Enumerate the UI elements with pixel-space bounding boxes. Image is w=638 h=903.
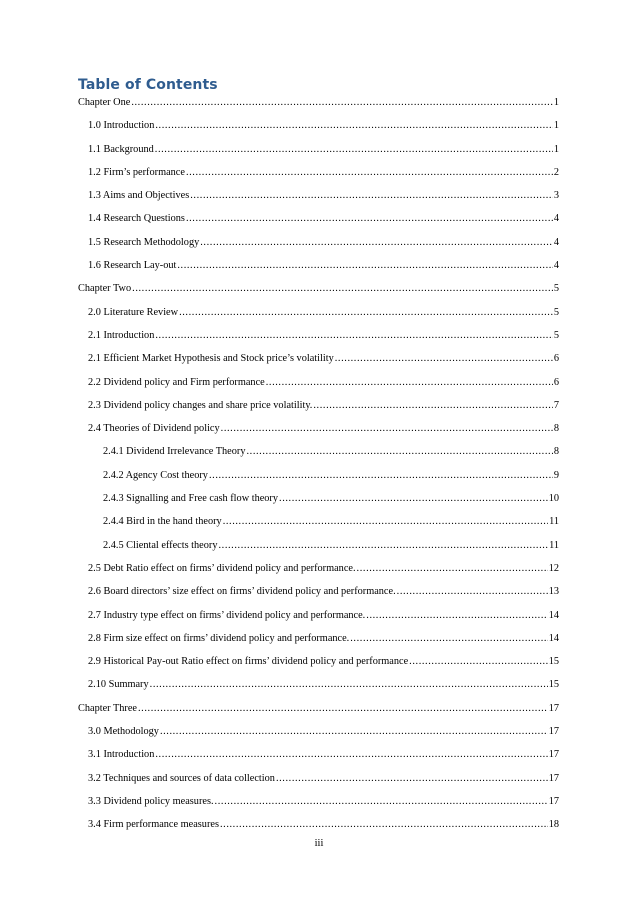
toc-entry-title: 2.5 Debt Ratio effect on firms’ dividend policy and performance. xyxy=(88,562,356,574)
toc-entry-title: 3.2 Techniques and sources of data collection xyxy=(88,772,275,784)
toc-entry[interactable] xyxy=(78,305,559,328)
toc-entry[interactable] xyxy=(78,794,559,817)
toc-entry-title: 2.4 Theories of Dividend policy xyxy=(88,423,220,435)
toc-entry-page: 12 xyxy=(548,562,559,574)
toc-entry[interactable] xyxy=(78,258,559,281)
toc-dot-leader xyxy=(177,258,552,273)
toc-entry-title: 2.6 Board directors’ size effect on firms’ dividend policy and performance. xyxy=(88,586,396,598)
toc-entry[interactable] xyxy=(78,561,559,584)
toc-dot-leader xyxy=(131,95,553,110)
toc-entry[interactable] xyxy=(78,142,559,165)
toc-entry[interactable] xyxy=(78,351,559,374)
toc-entry-title: 2.4.5 Cliental effects theory xyxy=(103,539,218,551)
toc-entry[interactable] xyxy=(78,771,559,794)
toc-entry-page: 4 xyxy=(553,260,559,272)
toc-entry-page: 17 xyxy=(548,702,559,714)
toc-entry-page: 3 xyxy=(553,190,559,202)
page-number: iii xyxy=(314,838,324,849)
toc-dot-leader xyxy=(218,538,548,553)
toc-entry-title: 2.0 Literature Review xyxy=(88,306,179,318)
toc-entry[interactable] xyxy=(78,608,559,631)
toc-entry-title: 1.4 Research Questions xyxy=(88,213,185,225)
toc-entry[interactable] xyxy=(78,211,559,234)
toc-entry[interactable] xyxy=(78,421,559,444)
toc-dot-leader xyxy=(179,305,553,320)
toc-entry-page: 4 xyxy=(553,236,559,248)
toc-entry[interactable] xyxy=(78,118,559,141)
toc-dot-leader xyxy=(357,561,548,576)
toc-entry-title: 2.1 Efficient Market Hypothesis and Stock price’s volatility xyxy=(88,353,334,365)
toc-entry[interactable] xyxy=(78,328,559,351)
toc-entry-title: 1.6 Research Lay-out xyxy=(88,260,177,272)
toc-entry-title: 2.8 Firm size effect on firms’ dividend policy and performance. xyxy=(88,632,350,644)
toc-dot-leader xyxy=(335,351,553,366)
toc-dot-leader xyxy=(409,654,548,669)
toc-entry-page: 13 xyxy=(548,586,559,598)
toc-entry[interactable] xyxy=(78,538,559,561)
toc-entry-title: 3.4 Firm performance measures xyxy=(88,819,219,831)
toc-entry-title: 2.1 Introduction xyxy=(88,329,155,341)
toc-entry-page: 1 xyxy=(553,120,559,132)
toc-entry-title: 1.0 Introduction xyxy=(88,120,155,132)
toc-entry[interactable] xyxy=(78,817,559,840)
toc-entry[interactable] xyxy=(78,654,559,677)
toc-entry[interactable] xyxy=(78,235,559,258)
toc-entry[interactable] xyxy=(78,724,559,747)
toc-entry[interactable] xyxy=(78,165,559,188)
toc-entry-title: 3.1 Introduction xyxy=(88,749,155,761)
toc-dot-leader xyxy=(209,468,553,483)
toc-dot-leader xyxy=(186,211,553,226)
toc-list xyxy=(78,95,559,841)
toc-entry-page: 6 xyxy=(553,376,559,388)
toc-dot-leader xyxy=(155,118,552,133)
toc-entry-title: 1.3 Aims and Objectives xyxy=(88,190,190,202)
toc-dot-leader xyxy=(313,398,552,413)
toc-dot-leader xyxy=(155,747,547,762)
toc-entry-page: 11 xyxy=(549,539,559,551)
toc-entry-title: 1.5 Research Methodology xyxy=(88,236,200,248)
toc-dot-leader xyxy=(150,677,548,692)
toc-entry-page: 7 xyxy=(553,399,559,411)
toc-entry[interactable] xyxy=(78,281,559,304)
toc-entry[interactable] xyxy=(78,631,559,654)
toc-entry[interactable] xyxy=(78,747,559,770)
toc-entry-title: 2.4.4 Bird in the hand theory xyxy=(103,516,222,528)
toc-entry-page: 5 xyxy=(553,283,559,295)
toc-dot-leader xyxy=(221,421,553,436)
toc-entry-page: 5 xyxy=(553,329,559,341)
toc-dot-leader xyxy=(397,584,548,599)
toc-entry[interactable] xyxy=(78,701,559,724)
toc-entry[interactable] xyxy=(78,375,559,398)
toc-entry-page: 1 xyxy=(553,143,559,155)
toc-entry-title: 1.2 Firm’s performance xyxy=(88,166,185,178)
toc-entry[interactable] xyxy=(78,584,559,607)
toc-dot-leader xyxy=(155,328,552,343)
toc-entry-page: 8 xyxy=(553,423,559,435)
toc-dot-leader xyxy=(266,375,553,390)
toc-entry-title: 2.4.1 Dividend Irrelevance Theory xyxy=(103,446,246,458)
toc-entry[interactable] xyxy=(78,188,559,211)
toc-entry-title: 3.0 Methodology xyxy=(88,726,159,738)
toc-entry[interactable] xyxy=(78,95,559,118)
toc-dot-leader xyxy=(138,701,548,716)
toc-dot-leader xyxy=(190,188,553,203)
toc-title: Table of Contents xyxy=(78,77,218,93)
toc-entry-title: 2.10 Summary xyxy=(88,679,149,691)
toc-dot-leader xyxy=(223,514,548,529)
toc-entry[interactable] xyxy=(78,677,559,700)
toc-entry-title: 2.9 Historical Pay-out Ratio effect on firms’ dividend policy and performance xyxy=(88,656,409,668)
toc-dot-leader xyxy=(215,794,548,809)
toc-entry-title: 3.3 Dividend policy measures. xyxy=(88,795,214,807)
toc-entry[interactable] xyxy=(78,444,559,467)
toc-entry-page: 14 xyxy=(548,632,559,644)
toc-entry-title: 2.4.3 Signalling and Free cash flow theory xyxy=(103,493,279,505)
toc-entry-page: 2 xyxy=(553,166,559,178)
toc-entry-title: Chapter One xyxy=(78,97,131,108)
toc-entry-page: 15 xyxy=(548,656,559,668)
toc-entry-page: 5 xyxy=(553,306,559,318)
toc-entry-page: 17 xyxy=(548,795,559,807)
toc-dot-leader xyxy=(276,771,548,786)
toc-entry-title: 2.3 Dividend policy changes and share price volatility. xyxy=(88,399,313,411)
toc-entry[interactable] xyxy=(78,491,559,514)
toc-entry-page: 10 xyxy=(548,493,559,505)
toc-entry-title: Chapter Two xyxy=(78,283,132,295)
toc-dot-leader xyxy=(160,724,548,739)
toc-entry-title: Chapter Three xyxy=(78,702,137,714)
toc-dot-leader xyxy=(132,281,553,296)
toc-dot-leader xyxy=(279,491,548,506)
toc-entry[interactable] xyxy=(78,514,559,537)
toc-entry-page: 11 xyxy=(549,516,559,528)
toc-entry-page: 18 xyxy=(548,819,559,831)
toc-entry-title: 1.1 Background xyxy=(88,143,154,155)
toc-entry-page: 17 xyxy=(548,749,559,761)
toc-entry-page: 1 xyxy=(553,97,559,108)
toc-dot-leader xyxy=(220,817,548,832)
toc-entry-page: 15 xyxy=(548,679,559,691)
toc-entry-page: 8 xyxy=(553,446,559,458)
toc-entry-page: 14 xyxy=(548,609,559,621)
toc-entry[interactable] xyxy=(78,398,559,421)
toc-entry-page: 17 xyxy=(548,772,559,784)
toc-entry-title: 2.4.2 Agency Cost theory xyxy=(103,469,208,481)
toc-dot-leader xyxy=(246,444,552,459)
toc-entry[interactable] xyxy=(78,468,559,491)
toc-entry-page: 17 xyxy=(548,726,559,738)
toc-dot-leader xyxy=(366,608,547,623)
toc-entry-title: 2.7 Industry type effect on firms’ dividend policy and performance. xyxy=(88,609,366,621)
toc-dot-leader xyxy=(186,165,553,180)
toc-dot-leader xyxy=(350,631,547,646)
toc-entry-page: 4 xyxy=(553,213,559,225)
toc-dot-leader xyxy=(155,142,553,157)
toc-entry-page: 9 xyxy=(553,469,559,481)
toc-entry-title: 2.2 Dividend policy and Firm performance xyxy=(88,376,265,388)
toc-entry-page: 6 xyxy=(553,353,559,365)
toc-dot-leader xyxy=(200,235,553,250)
